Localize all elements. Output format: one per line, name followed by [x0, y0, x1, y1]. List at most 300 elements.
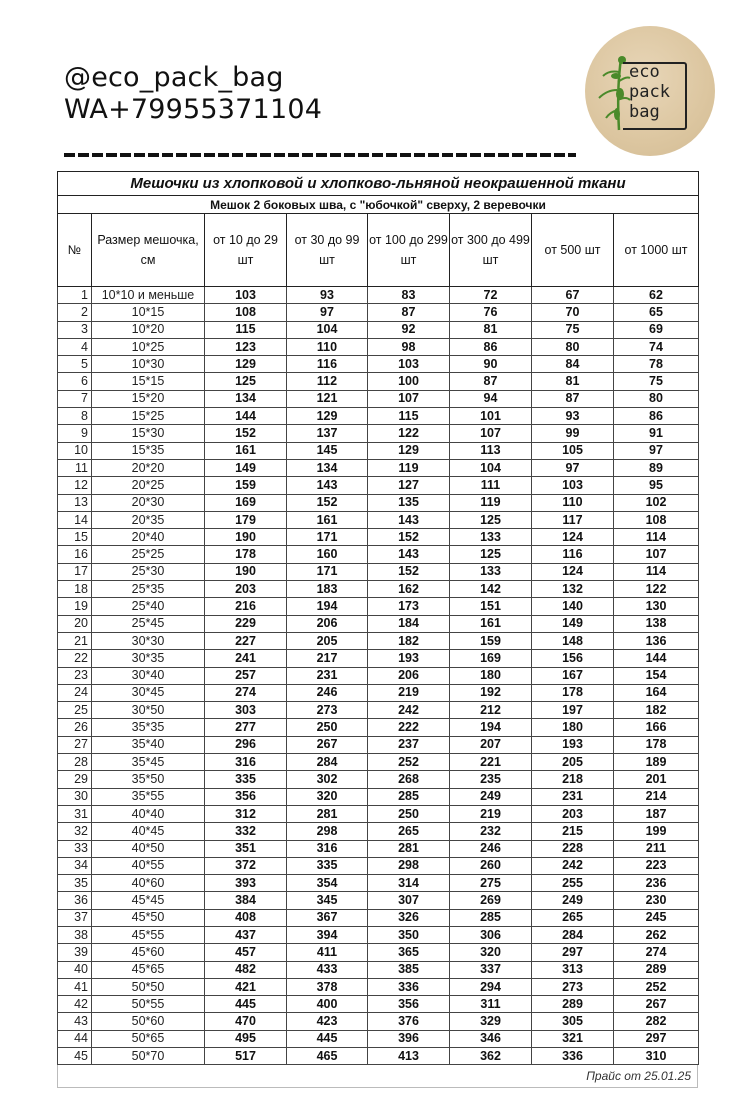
price-cell: 119 [368, 459, 450, 476]
row-number: 25 [58, 702, 92, 719]
table-row [58, 581, 699, 598]
price-date-note: Прайс от 25.01.25 [57, 1065, 698, 1088]
price-cell: 246 [287, 684, 368, 701]
price-cell: 107 [368, 390, 450, 407]
price-cell: 164 [614, 684, 699, 701]
table-row [58, 909, 699, 926]
row-number: 37 [58, 909, 92, 926]
price-cell: 143 [368, 546, 450, 563]
bag-size: 25*30 [92, 563, 205, 580]
row-number: 32 [58, 823, 92, 840]
price-cell: 142 [450, 581, 532, 598]
price-cell: 78 [614, 356, 699, 373]
bag-size: 10*15 [92, 304, 205, 321]
price-cell: 219 [368, 684, 450, 701]
price-cell: 125 [205, 373, 287, 390]
price-cell: 230 [614, 892, 699, 909]
logo-line-pack: pack [629, 82, 670, 102]
price-cell: 125 [450, 511, 532, 528]
bag-size: 10*10 и меньше [92, 287, 205, 304]
row-number: 9 [58, 425, 92, 442]
price-cell: 166 [614, 719, 699, 736]
price-cell: 307 [368, 892, 450, 909]
price-cell: 205 [287, 632, 368, 649]
price-cell: 149 [205, 459, 287, 476]
price-cell: 169 [450, 650, 532, 667]
price-cell: 273 [287, 702, 368, 719]
col-header-1000: от 1000 шт [614, 214, 699, 287]
price-cell: 97 [614, 442, 699, 459]
price-cell: 114 [614, 563, 699, 580]
price-cell: 336 [368, 978, 450, 995]
col-header-500: от 500 шт [532, 214, 614, 287]
price-cell: 114 [614, 529, 699, 546]
price-cell: 94 [450, 390, 532, 407]
price-cell: 437 [205, 926, 287, 943]
price-cell: 76 [450, 304, 532, 321]
price-cell: 227 [205, 632, 287, 649]
bag-size: 20*30 [92, 494, 205, 511]
price-cell: 110 [287, 338, 368, 355]
price-cell: 92 [368, 321, 450, 338]
price-cell: 203 [532, 805, 614, 822]
table-row [58, 996, 699, 1013]
price-cell: 99 [532, 425, 614, 442]
price-cell: 87 [368, 304, 450, 321]
table-row [58, 321, 699, 338]
price-cell: 162 [368, 581, 450, 598]
table-row [58, 459, 699, 476]
row-number: 27 [58, 736, 92, 753]
price-cell: 135 [368, 494, 450, 511]
row-number: 13 [58, 494, 92, 511]
price-cell: 103 [205, 287, 287, 304]
bag-size: 50*60 [92, 1013, 205, 1030]
table-row [58, 373, 699, 390]
row-number: 4 [58, 338, 92, 355]
price-cell: 356 [368, 996, 450, 1013]
price-cell: 151 [450, 598, 532, 615]
price-cell: 65 [614, 304, 699, 321]
price-cell: 285 [368, 788, 450, 805]
price-cell: 193 [532, 736, 614, 753]
price-cell: 255 [532, 875, 614, 892]
price-cell: 169 [205, 494, 287, 511]
row-number: 14 [58, 511, 92, 528]
price-cell: 119 [450, 494, 532, 511]
row-number: 20 [58, 615, 92, 632]
price-cell: 103 [368, 356, 450, 373]
price-cell: 70 [532, 304, 614, 321]
price-cell: 81 [450, 321, 532, 338]
price-cell: 205 [532, 754, 614, 771]
price-cell: 134 [287, 459, 368, 476]
price-cell: 107 [450, 425, 532, 442]
price-cell: 351 [205, 840, 287, 857]
row-number: 8 [58, 408, 92, 425]
price-cell: 298 [368, 857, 450, 874]
price-cell: 260 [450, 857, 532, 874]
price-cell: 296 [205, 736, 287, 753]
table-row [58, 477, 699, 494]
price-cell: 241 [205, 650, 287, 667]
price-cell: 217 [287, 650, 368, 667]
price-cell: 378 [287, 978, 368, 995]
bag-size: 15*35 [92, 442, 205, 459]
price-cell: 171 [287, 529, 368, 546]
price-cell: 89 [614, 459, 699, 476]
row-number: 7 [58, 390, 92, 407]
price-cell: 231 [287, 667, 368, 684]
table-subtitle: Мешок 2 боковых шва, с "юбочкой" сверху, 2 веревочки [58, 196, 699, 214]
price-cell: 124 [532, 529, 614, 546]
row-number: 43 [58, 1013, 92, 1030]
table-row [58, 667, 699, 684]
price-cell: 124 [532, 563, 614, 580]
price-cell: 396 [368, 1030, 450, 1047]
price-cell: 320 [450, 944, 532, 961]
price-cell: 129 [287, 408, 368, 425]
row-number: 35 [58, 875, 92, 892]
price-cell: 108 [205, 304, 287, 321]
price-cell: 281 [368, 840, 450, 857]
price-cell: 80 [614, 390, 699, 407]
price-cell: 252 [614, 978, 699, 995]
price-cell: 312 [205, 805, 287, 822]
row-number: 41 [58, 978, 92, 995]
price-cell: 100 [368, 373, 450, 390]
bag-size: 35*35 [92, 719, 205, 736]
price-cell: 178 [205, 546, 287, 563]
price-cell: 326 [368, 909, 450, 926]
price-cell: 189 [614, 754, 699, 771]
price-cell: 115 [368, 408, 450, 425]
price-cell: 98 [368, 338, 450, 355]
row-number: 24 [58, 684, 92, 701]
row-number: 42 [58, 996, 92, 1013]
price-cell: 180 [450, 667, 532, 684]
bag-size: 50*55 [92, 996, 205, 1013]
price-cell: 159 [205, 477, 287, 494]
instagram-handle: @eco_pack_bag [64, 62, 284, 93]
price-cell: 306 [450, 926, 532, 943]
price-cell: 102 [614, 494, 699, 511]
bag-size: 40*55 [92, 857, 205, 874]
price-cell: 193 [368, 650, 450, 667]
row-number: 45 [58, 1048, 92, 1065]
bag-size: 20*40 [92, 529, 205, 546]
bag-size: 10*30 [92, 356, 205, 373]
table-row [58, 494, 699, 511]
price-cell: 152 [287, 494, 368, 511]
col-header-300-499: от 300 до 499 шт [450, 214, 532, 287]
row-number: 6 [58, 373, 92, 390]
table-row [58, 805, 699, 822]
table-row [58, 442, 699, 459]
price-cell: 129 [368, 442, 450, 459]
price-cell: 182 [614, 702, 699, 719]
price-cell: 320 [287, 788, 368, 805]
table-row [58, 408, 699, 425]
price-cell: 354 [287, 875, 368, 892]
price-cell: 423 [287, 1013, 368, 1030]
row-number: 3 [58, 321, 92, 338]
price-cell: 284 [287, 754, 368, 771]
price-cell: 250 [368, 805, 450, 822]
price-cell: 212 [450, 702, 532, 719]
price-table [57, 171, 699, 1065]
row-number: 28 [58, 754, 92, 771]
price-cell: 302 [287, 771, 368, 788]
price-cell: 384 [205, 892, 287, 909]
price-cell: 108 [614, 511, 699, 528]
price-cell: 156 [532, 650, 614, 667]
price-cell: 218 [532, 771, 614, 788]
price-cell: 445 [205, 996, 287, 1013]
row-number: 29 [58, 771, 92, 788]
col-header-size: Размер мешочка, см [92, 214, 205, 287]
price-cell: 313 [532, 961, 614, 978]
row-number: 26 [58, 719, 92, 736]
price-cell: 125 [450, 546, 532, 563]
price-cell: 161 [450, 615, 532, 632]
price-cell: 161 [287, 511, 368, 528]
price-cell: 180 [532, 719, 614, 736]
bag-size: 20*20 [92, 459, 205, 476]
table-row [58, 754, 699, 771]
price-cell: 249 [532, 892, 614, 909]
table-row [58, 788, 699, 805]
price-cell: 143 [287, 477, 368, 494]
row-number: 5 [58, 356, 92, 373]
price-cell: 365 [368, 944, 450, 961]
logo-line-bag: bag [629, 102, 660, 122]
table-row [58, 425, 699, 442]
price-cell: 408 [205, 909, 287, 926]
price-cell: 167 [532, 667, 614, 684]
price-cell: 194 [450, 719, 532, 736]
bag-size: 15*30 [92, 425, 205, 442]
table-row [58, 892, 699, 909]
price-cell: 367 [287, 909, 368, 926]
price-cell: 411 [287, 944, 368, 961]
price-cell: 232 [450, 823, 532, 840]
bag-size: 15*20 [92, 390, 205, 407]
price-cell: 105 [532, 442, 614, 459]
price-cell: 133 [450, 529, 532, 546]
price-cell: 104 [287, 321, 368, 338]
table-row [58, 875, 699, 892]
price-cell: 138 [614, 615, 699, 632]
price-cell: 242 [532, 857, 614, 874]
price-cell: 231 [532, 788, 614, 805]
price-cell: 83 [368, 287, 450, 304]
table-row [58, 1048, 699, 1065]
price-cell: 91 [614, 425, 699, 442]
price-cell: 152 [368, 563, 450, 580]
bag-size: 30*30 [92, 632, 205, 649]
price-cell: 95 [614, 477, 699, 494]
table-row [58, 840, 699, 857]
price-cell: 152 [205, 425, 287, 442]
price-cell: 144 [205, 408, 287, 425]
price-cell: 336 [532, 1048, 614, 1065]
table-row [58, 944, 699, 961]
bag-size: 35*50 [92, 771, 205, 788]
price-cell: 159 [450, 632, 532, 649]
price-cell: 80 [532, 338, 614, 355]
price-cell: 116 [287, 356, 368, 373]
col-header-30-99: от 30 до 99 шт [287, 214, 368, 287]
row-number: 19 [58, 598, 92, 615]
table-row [58, 598, 699, 615]
price-cell: 72 [450, 287, 532, 304]
price-cell: 393 [205, 875, 287, 892]
price-cell: 297 [614, 1030, 699, 1047]
price-cell: 121 [287, 390, 368, 407]
price-cell: 421 [205, 978, 287, 995]
price-cell: 117 [532, 511, 614, 528]
price-cell: 134 [205, 390, 287, 407]
price-cell: 74 [614, 338, 699, 355]
bag-size: 40*45 [92, 823, 205, 840]
price-cell: 136 [614, 632, 699, 649]
price-cell: 129 [205, 356, 287, 373]
row-number: 33 [58, 840, 92, 857]
brand-logo [585, 26, 715, 156]
price-cell: 199 [614, 823, 699, 840]
price-cell: 104 [450, 459, 532, 476]
price-cell: 298 [287, 823, 368, 840]
price-cell: 470 [205, 1013, 287, 1030]
price-cell: 457 [205, 944, 287, 961]
price-table-container [57, 171, 698, 1088]
price-cell: 116 [532, 546, 614, 563]
price-cell: 245 [614, 909, 699, 926]
price-cell: 179 [205, 511, 287, 528]
col-header-100-299: от 100 до 299 шт [368, 214, 450, 287]
price-cell: 84 [532, 356, 614, 373]
price-cell: 187 [614, 805, 699, 822]
table-row [58, 719, 699, 736]
bag-size: 30*50 [92, 702, 205, 719]
row-number: 2 [58, 304, 92, 321]
price-cell: 127 [368, 477, 450, 494]
price-cell: 107 [614, 546, 699, 563]
bag-size: 40*60 [92, 875, 205, 892]
price-cell: 433 [287, 961, 368, 978]
row-number: 34 [58, 857, 92, 874]
price-cell: 90 [450, 356, 532, 373]
price-cell: 275 [450, 875, 532, 892]
price-cell: 376 [368, 1013, 450, 1030]
price-cell: 113 [450, 442, 532, 459]
price-cell: 265 [532, 909, 614, 926]
price-cell: 93 [532, 408, 614, 425]
price-cell: 183 [287, 581, 368, 598]
price-cell: 206 [287, 615, 368, 632]
bag-size: 30*35 [92, 650, 205, 667]
bag-size: 35*45 [92, 754, 205, 771]
price-cell: 171 [287, 563, 368, 580]
bag-size: 10*25 [92, 338, 205, 355]
price-cell: 192 [450, 684, 532, 701]
table-row [58, 632, 699, 649]
price-cell: 400 [287, 996, 368, 1013]
price-cell: 144 [614, 650, 699, 667]
bag-size: 10*20 [92, 321, 205, 338]
price-cell: 97 [532, 459, 614, 476]
price-cell: 394 [287, 926, 368, 943]
price-cell: 289 [532, 996, 614, 1013]
price-cell: 335 [287, 857, 368, 874]
price-cell: 274 [205, 684, 287, 701]
row-number: 17 [58, 563, 92, 580]
price-cell: 101 [450, 408, 532, 425]
row-number: 40 [58, 961, 92, 978]
bag-size: 45*45 [92, 892, 205, 909]
price-cell: 350 [368, 926, 450, 943]
price-cell: 335 [205, 771, 287, 788]
price-cell: 87 [450, 373, 532, 390]
table-title: Мешочки из хлопковой и хлопково-льняной неокрашенной ткани [58, 172, 699, 196]
price-cell: 285 [450, 909, 532, 926]
price-cell: 262 [614, 926, 699, 943]
price-cell: 211 [614, 840, 699, 857]
table-row [58, 304, 699, 321]
price-cell: 207 [450, 736, 532, 753]
price-cell: 86 [450, 338, 532, 355]
price-cell: 311 [450, 996, 532, 1013]
price-cell: 310 [614, 1048, 699, 1065]
price-cell: 223 [614, 857, 699, 874]
price-cell: 222 [368, 719, 450, 736]
price-cell: 154 [614, 667, 699, 684]
price-cell: 356 [205, 788, 287, 805]
price-cell: 321 [532, 1030, 614, 1047]
price-cell: 133 [450, 563, 532, 580]
price-cell: 305 [532, 1013, 614, 1030]
row-number: 23 [58, 667, 92, 684]
row-number: 15 [58, 529, 92, 546]
price-cell: 81 [532, 373, 614, 390]
price-cell: 257 [205, 667, 287, 684]
price-cell: 69 [614, 321, 699, 338]
price-cell: 122 [614, 581, 699, 598]
price-cell: 269 [450, 892, 532, 909]
bag-size: 45*60 [92, 944, 205, 961]
price-cell: 160 [287, 546, 368, 563]
price-cell: 294 [450, 978, 532, 995]
price-cell: 75 [532, 321, 614, 338]
price-cell: 237 [368, 736, 450, 753]
price-cell: 216 [205, 598, 287, 615]
price-cell: 362 [450, 1048, 532, 1065]
bag-size: 45*55 [92, 926, 205, 943]
price-cell: 332 [205, 823, 287, 840]
price-cell: 265 [368, 823, 450, 840]
price-cell: 178 [532, 684, 614, 701]
bag-size: 50*50 [92, 978, 205, 995]
price-cell: 289 [614, 961, 699, 978]
row-number: 1 [58, 287, 92, 304]
price-cell: 495 [205, 1030, 287, 1047]
price-cell: 346 [450, 1030, 532, 1047]
price-cell: 184 [368, 615, 450, 632]
logo-line-eco: eco [629, 62, 660, 82]
price-cell: 173 [368, 598, 450, 615]
table-row [58, 529, 699, 546]
